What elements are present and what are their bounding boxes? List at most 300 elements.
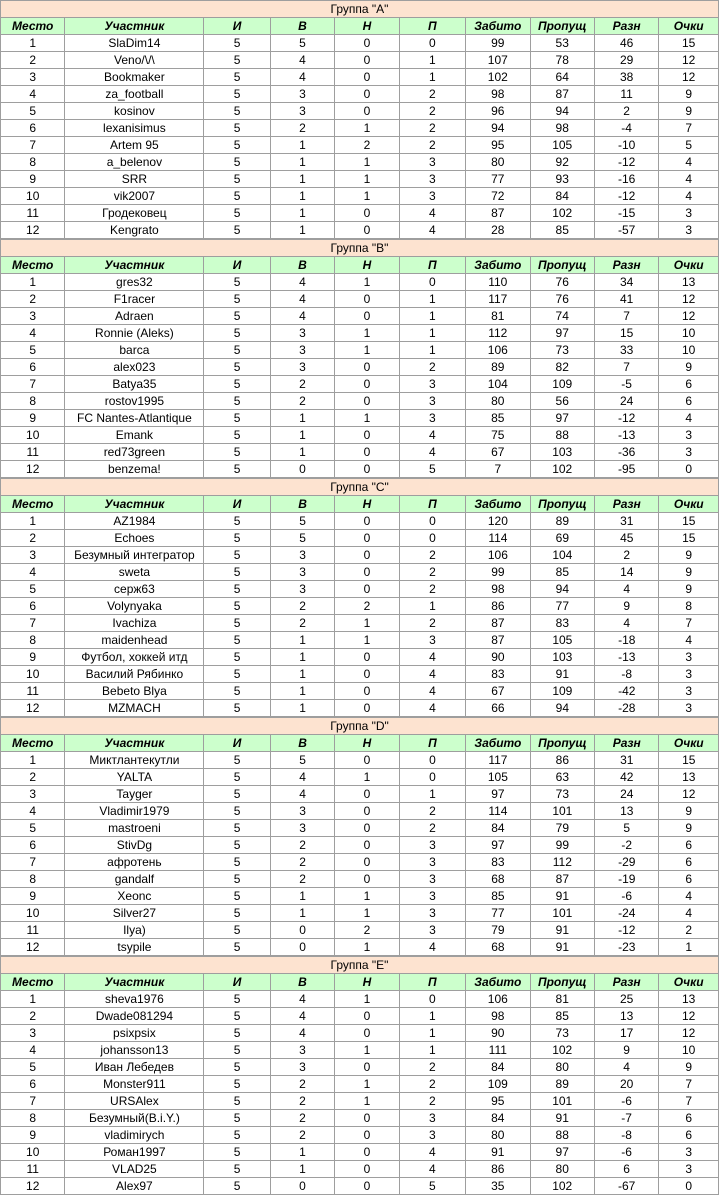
cell-place: 8 [1, 1110, 65, 1127]
cell-points: 8 [659, 598, 719, 615]
table-row [1, 666, 719, 683]
header-conceded: Пропущ [530, 735, 594, 752]
cell-losses: 2 [399, 820, 465, 837]
cell-participant: Tayger [65, 786, 204, 803]
table-row [1, 274, 719, 291]
cell-scored: 67 [466, 683, 530, 700]
cell-losses: 2 [399, 120, 465, 137]
cell-wins: 4 [270, 1025, 334, 1042]
cell-losses: 3 [399, 1127, 465, 1144]
header-draws: Н [335, 257, 399, 274]
table-row [1, 137, 719, 154]
cell-place: 6 [1, 120, 65, 137]
cell-scored: 84 [466, 1110, 530, 1127]
cell-diff: 2 [594, 103, 658, 120]
cell-participant: lexanisimus [65, 120, 204, 137]
cell-conceded: 83 [530, 615, 594, 632]
table-row [1, 342, 719, 359]
cell-place: 3 [1, 1025, 65, 1042]
cell-participant: mastroeni [65, 820, 204, 837]
cell-losses: 2 [399, 1076, 465, 1093]
cell-draws: 0 [335, 103, 399, 120]
cell-wins: 4 [270, 291, 334, 308]
cell-draws: 0 [335, 820, 399, 837]
cell-played: 5 [204, 752, 270, 769]
cell-wins: 3 [270, 359, 334, 376]
cell-conceded: 97 [530, 325, 594, 342]
cell-conceded: 85 [530, 564, 594, 581]
cell-losses: 3 [399, 393, 465, 410]
cell-draws: 0 [335, 1025, 399, 1042]
cell-draws: 0 [335, 1110, 399, 1127]
cell-losses: 2 [399, 547, 465, 564]
cell-points: 12 [659, 1008, 719, 1025]
table-row [1, 1076, 719, 1093]
cell-participant: Безумный интегратор [65, 547, 204, 564]
cell-losses: 3 [399, 905, 465, 922]
cell-played: 5 [204, 188, 270, 205]
cell-participant: kosinov [65, 103, 204, 120]
table-row [1, 1110, 719, 1127]
cell-conceded: 91 [530, 666, 594, 683]
table-row [1, 837, 719, 854]
cell-losses: 4 [399, 444, 465, 461]
cell-participant: F1racer [65, 291, 204, 308]
cell-played: 5 [204, 325, 270, 342]
cell-scored: 68 [466, 871, 530, 888]
cell-losses: 3 [399, 922, 465, 939]
cell-played: 5 [204, 444, 270, 461]
group-title-row [1, 240, 719, 257]
cell-draws: 0 [335, 86, 399, 103]
cell-conceded: 98 [530, 120, 594, 137]
cell-played: 5 [204, 52, 270, 69]
cell-conceded: 76 [530, 274, 594, 291]
cell-participant: Иван Лебедев [65, 1059, 204, 1076]
cell-points: 15 [659, 530, 719, 547]
header-played: И [204, 257, 270, 274]
cell-played: 5 [204, 1042, 270, 1059]
cell-points: 3 [659, 649, 719, 666]
cell-draws: 0 [335, 854, 399, 871]
cell-draws: 0 [335, 547, 399, 564]
cell-points: 15 [659, 35, 719, 52]
cell-conceded: 91 [530, 888, 594, 905]
cell-participant: AZ1984 [65, 513, 204, 530]
cell-played: 5 [204, 410, 270, 427]
cell-played: 5 [204, 564, 270, 581]
cell-place: 7 [1, 854, 65, 871]
cell-conceded: 91 [530, 1110, 594, 1127]
cell-participant: vik2007 [65, 188, 204, 205]
table-row [1, 1042, 719, 1059]
cell-draws: 0 [335, 513, 399, 530]
cell-conceded: 102 [530, 1042, 594, 1059]
cell-losses: 1 [399, 69, 465, 86]
cell-conceded: 74 [530, 308, 594, 325]
cell-participant: Футбол, хоккей итд [65, 649, 204, 666]
cell-place: 8 [1, 154, 65, 171]
cell-wins: 2 [270, 871, 334, 888]
cell-played: 5 [204, 581, 270, 598]
cell-participant: psixpsix [65, 1025, 204, 1042]
cell-scored: 111 [466, 1042, 530, 1059]
cell-wins: 1 [270, 649, 334, 666]
group-title-row [1, 1, 719, 18]
cell-place: 11 [1, 683, 65, 700]
cell-scored: 98 [466, 86, 530, 103]
cell-draws: 0 [335, 359, 399, 376]
cell-participant: gres32 [65, 274, 204, 291]
cell-points: 9 [659, 581, 719, 598]
cell-conceded: 93 [530, 171, 594, 188]
cell-place: 7 [1, 1093, 65, 1110]
cell-diff: 29 [594, 52, 658, 69]
cell-points: 3 [659, 1144, 719, 1161]
header-points: Очки [659, 496, 719, 513]
cell-wins: 5 [270, 513, 334, 530]
cell-place: 4 [1, 803, 65, 820]
cell-wins: 3 [270, 547, 334, 564]
cell-conceded: 101 [530, 1093, 594, 1110]
cell-diff: -7 [594, 1110, 658, 1127]
cell-place: 12 [1, 1178, 65, 1195]
cell-wins: 4 [270, 1008, 334, 1025]
cell-place: 5 [1, 820, 65, 837]
cell-place: 7 [1, 615, 65, 632]
group-title: Группа "C" [1, 479, 719, 496]
cell-conceded: 104 [530, 547, 594, 564]
cell-participant: Volynyaka [65, 598, 204, 615]
cell-place: 3 [1, 547, 65, 564]
cell-conceded: 92 [530, 154, 594, 171]
cell-scored: 75 [466, 427, 530, 444]
header-played: И [204, 735, 270, 752]
header-diff: Разн [594, 974, 658, 991]
cell-place: 10 [1, 188, 65, 205]
cell-participant: Dwade081294 [65, 1008, 204, 1025]
table-row [1, 854, 719, 871]
cell-draws: 0 [335, 291, 399, 308]
cell-participant: SlaDim14 [65, 35, 204, 52]
cell-played: 5 [204, 1076, 270, 1093]
cell-draws: 2 [335, 598, 399, 615]
group-table [0, 717, 719, 956]
cell-participant: gandalf [65, 871, 204, 888]
cell-wins: 2 [270, 1076, 334, 1093]
cell-diff: 17 [594, 1025, 658, 1042]
header-place: Место [1, 735, 65, 752]
header-losses: П [399, 496, 465, 513]
cell-participant: barca [65, 342, 204, 359]
table-row [1, 598, 719, 615]
cell-scored: 97 [466, 786, 530, 803]
cell-played: 5 [204, 598, 270, 615]
cell-losses: 4 [399, 222, 465, 239]
cell-points: 4 [659, 154, 719, 171]
cell-participant: Veno/\/\ [65, 52, 204, 69]
cell-losses: 0 [399, 35, 465, 52]
table-row [1, 393, 719, 410]
cell-conceded: 53 [530, 35, 594, 52]
cell-diff: 31 [595, 513, 659, 530]
cell-played: 5 [204, 939, 270, 956]
cell-conceded: 91 [530, 922, 594, 939]
cell-points: 3 [659, 205, 719, 222]
header-place: Место [1, 496, 65, 513]
cell-draws: 1 [335, 171, 399, 188]
cell-points: 4 [659, 888, 719, 905]
cell-wins: 1 [270, 700, 334, 717]
cell-conceded: 87 [530, 871, 594, 888]
cell-losses: 1 [399, 342, 465, 359]
header-points: Очки [659, 974, 719, 991]
cell-played: 5 [204, 308, 270, 325]
table-row [1, 376, 719, 393]
cell-conceded: 87 [530, 86, 594, 103]
cell-draws: 1 [335, 154, 399, 171]
table-row [1, 461, 719, 478]
cell-scored: 67 [466, 444, 530, 461]
cell-place: 6 [1, 1076, 65, 1093]
cell-draws: 2 [335, 137, 399, 154]
cell-participant: афротень [65, 854, 204, 871]
cell-place: 2 [1, 52, 65, 69]
cell-diff: 46 [594, 35, 658, 52]
cell-losses: 4 [399, 1161, 465, 1178]
cell-played: 5 [204, 274, 270, 291]
table-row [1, 1008, 719, 1025]
cell-points: 9 [659, 820, 719, 837]
group-table [0, 956, 719, 1195]
cell-diff: -19 [595, 871, 659, 888]
cell-losses: 1 [399, 308, 465, 325]
cell-points: 13 [659, 991, 719, 1008]
cell-place: 5 [1, 581, 65, 598]
cell-scored: 99 [466, 564, 530, 581]
cell-scored: 107 [466, 52, 530, 69]
cell-losses: 4 [399, 427, 465, 444]
header-scored: Забито [466, 18, 530, 35]
cell-played: 5 [204, 1008, 270, 1025]
table-row [1, 410, 719, 427]
cell-losses: 3 [399, 188, 465, 205]
header-scored: Забито [466, 735, 530, 752]
cell-conceded: 81 [530, 991, 594, 1008]
cell-losses: 1 [399, 1025, 465, 1042]
cell-draws: 0 [335, 700, 399, 717]
cell-diff: -42 [595, 683, 659, 700]
cell-diff: 2 [595, 547, 659, 564]
cell-diff: 34 [594, 274, 658, 291]
header-points: Очки [659, 18, 719, 35]
cell-scored: 102 [466, 69, 530, 86]
header-diff: Разн [595, 496, 659, 513]
cell-played: 5 [204, 427, 270, 444]
table-row [1, 991, 719, 1008]
cell-losses: 0 [399, 991, 465, 1008]
cell-wins: 3 [270, 581, 334, 598]
cell-played: 5 [204, 1059, 270, 1076]
header-scored: Забито [466, 974, 530, 991]
cell-points: 3 [659, 427, 719, 444]
cell-participant: sheva1976 [65, 991, 204, 1008]
cell-points: 3 [659, 1161, 719, 1178]
cell-participant: Василий Рябинко [65, 666, 204, 683]
header-diff: Разн [595, 735, 659, 752]
cell-losses: 2 [399, 615, 465, 632]
cell-losses: 2 [399, 103, 465, 120]
cell-played: 5 [204, 820, 270, 837]
cell-wins: 3 [270, 342, 334, 359]
header-draws: Н [335, 974, 399, 991]
cell-points: 10 [659, 342, 719, 359]
table-row [1, 222, 719, 239]
cell-wins: 2 [270, 598, 334, 615]
cell-losses: 2 [399, 86, 465, 103]
cell-points: 12 [659, 52, 719, 69]
table-row [1, 52, 719, 69]
cell-scored: 114 [466, 530, 530, 547]
table-row [1, 205, 719, 222]
cell-losses: 0 [399, 752, 465, 769]
cell-wins: 4 [270, 786, 334, 803]
cell-draws: 1 [335, 1076, 399, 1093]
cell-wins: 1 [270, 1144, 334, 1161]
cell-conceded: 85 [530, 222, 594, 239]
cell-points: 4 [659, 905, 719, 922]
table-row [1, 154, 719, 171]
cell-conceded: 73 [530, 342, 594, 359]
cell-diff: 41 [594, 291, 658, 308]
cell-points: 4 [659, 171, 719, 188]
table-row [1, 103, 719, 120]
cell-place: 8 [1, 632, 65, 649]
cell-place: 12 [1, 939, 65, 956]
cell-losses: 3 [399, 410, 465, 427]
cell-losses: 0 [399, 274, 465, 291]
cell-draws: 0 [335, 1161, 399, 1178]
cell-points: 4 [659, 410, 719, 427]
table-row [1, 905, 719, 922]
cell-wins: 3 [270, 803, 334, 820]
header-row [1, 735, 719, 752]
header-wins: В [270, 496, 334, 513]
header-participant: Участник [65, 974, 204, 991]
cell-diff: -12 [594, 188, 658, 205]
cell-participant: Ronnie (Aleks) [65, 325, 204, 342]
header-points: Очки [659, 735, 719, 752]
cell-played: 5 [204, 991, 270, 1008]
cell-losses: 1 [399, 1042, 465, 1059]
cell-points: 4 [659, 188, 719, 205]
cell-conceded: 101 [530, 905, 594, 922]
cell-participant: Monster911 [65, 1076, 204, 1093]
cell-place: 12 [1, 222, 65, 239]
cell-losses: 4 [399, 1144, 465, 1161]
cell-diff: 42 [595, 769, 659, 786]
cell-points: 9 [659, 803, 719, 820]
cell-wins: 4 [270, 308, 334, 325]
cell-conceded: 80 [530, 1161, 594, 1178]
header-conceded: Пропущ [530, 496, 594, 513]
cell-played: 5 [204, 769, 270, 786]
cell-participant: Ilya) [65, 922, 204, 939]
cell-diff: -18 [595, 632, 659, 649]
cell-points: 6 [659, 1127, 719, 1144]
cell-wins: 0 [270, 461, 334, 478]
cell-conceded: 63 [530, 769, 594, 786]
cell-diff: 31 [595, 752, 659, 769]
cell-participant: Bookmaker [65, 69, 204, 86]
cell-played: 5 [204, 905, 270, 922]
cell-played: 5 [204, 171, 270, 188]
table-row [1, 786, 719, 803]
cell-diff: -15 [594, 205, 658, 222]
cell-wins: 2 [270, 615, 334, 632]
cell-wins: 3 [270, 1059, 334, 1076]
cell-conceded: 103 [530, 649, 594, 666]
cell-conceded: 101 [530, 803, 594, 820]
cell-participant: tsypile [65, 939, 204, 956]
cell-wins: 0 [270, 922, 334, 939]
header-scored: Забито [466, 257, 530, 274]
cell-points: 12 [659, 786, 719, 803]
cell-diff: -12 [594, 410, 658, 427]
cell-scored: 112 [466, 325, 530, 342]
cell-participant: Миктлантекутли [65, 752, 204, 769]
cell-diff: 5 [595, 820, 659, 837]
cell-points: 0 [659, 1178, 719, 1195]
cell-participant: a_belenov [65, 154, 204, 171]
cell-place: 12 [1, 700, 65, 717]
table-row [1, 888, 719, 905]
cell-diff: 33 [594, 342, 658, 359]
table-row [1, 683, 719, 700]
table-row [1, 69, 719, 86]
cell-played: 5 [204, 837, 270, 854]
cell-participant: Bebeto Blya [65, 683, 204, 700]
cell-scored: 95 [466, 137, 530, 154]
cell-diff: 4 [595, 615, 659, 632]
header-row [1, 974, 719, 991]
table-row [1, 513, 719, 530]
cell-points: 15 [659, 513, 719, 530]
cell-scored: 86 [466, 1161, 530, 1178]
cell-scored: 106 [466, 547, 530, 564]
cell-place: 2 [1, 530, 65, 547]
cell-draws: 1 [335, 991, 399, 1008]
cell-points: 0 [659, 461, 719, 478]
group-title: Группа "E" [1, 957, 719, 974]
cell-conceded: 82 [530, 359, 594, 376]
cell-conceded: 103 [530, 444, 594, 461]
cell-scored: 84 [466, 1059, 530, 1076]
cell-points: 12 [659, 291, 719, 308]
cell-wins: 2 [270, 837, 334, 854]
cell-participant: vladimirych [65, 1127, 204, 1144]
cell-losses: 3 [399, 154, 465, 171]
header-row [1, 496, 719, 513]
cell-diff: -13 [594, 427, 658, 444]
cell-wins: 1 [270, 205, 334, 222]
cell-participant: johansson13 [65, 1042, 204, 1059]
cell-conceded: 102 [530, 1178, 594, 1195]
cell-scored: 98 [466, 581, 530, 598]
cell-diff: -67 [594, 1178, 658, 1195]
cell-scored: 99 [466, 35, 530, 52]
cell-played: 5 [204, 615, 270, 632]
